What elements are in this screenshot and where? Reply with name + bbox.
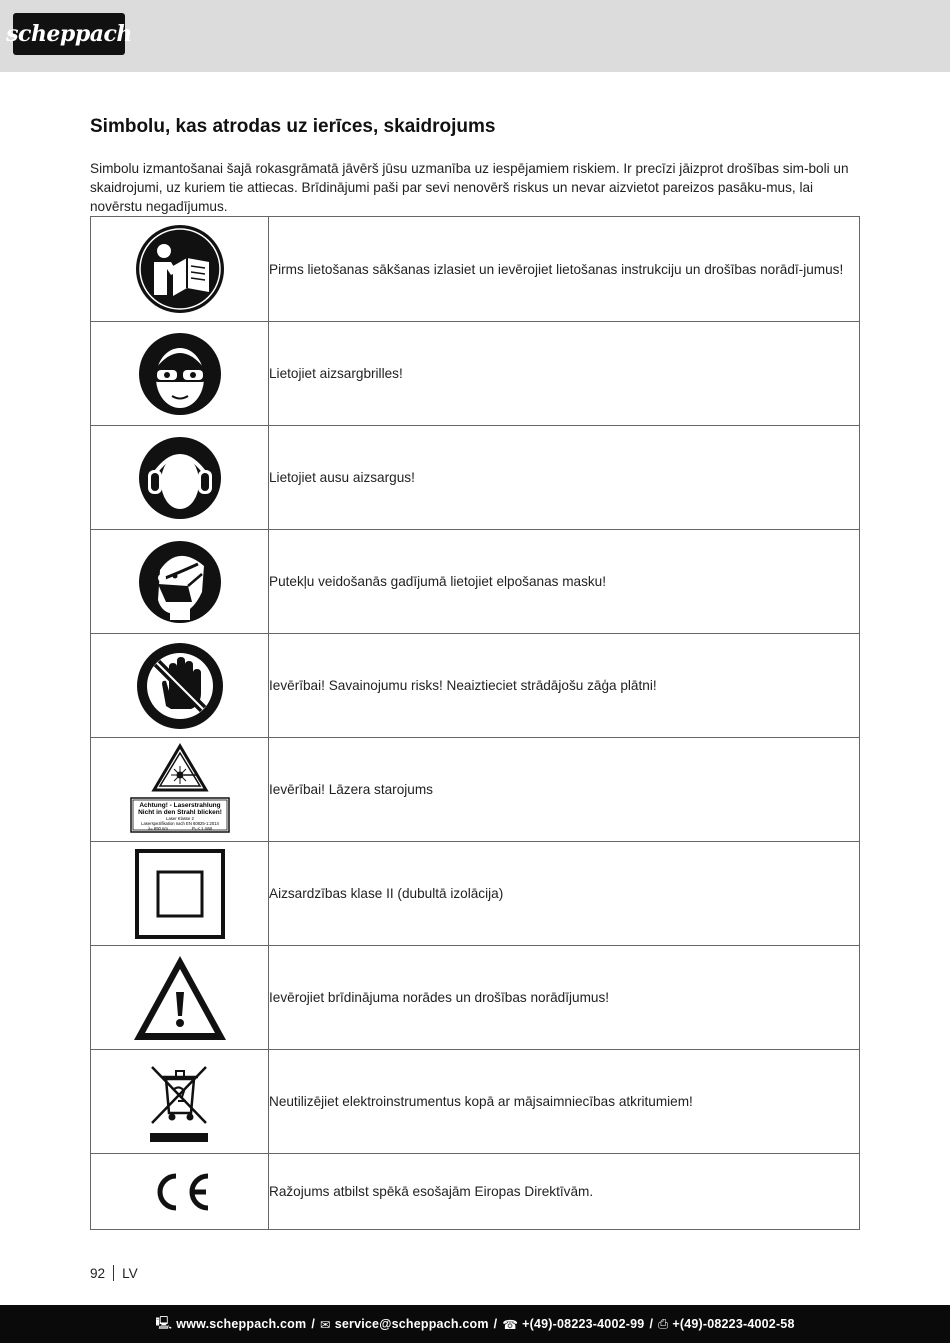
symbol-icon-cell — [91, 946, 269, 1050]
symbol-description: Putekļu veidošanās gadījumā lietojiet elpošanas masku! — [269, 530, 860, 634]
symbol-row — [91, 426, 860, 530]
symbol-description: Aizsardzības klase II (dubultā izolācija) — [269, 842, 860, 946]
symbol-description: Ražojums atbilst spēkā esošajām Eiropas Direktīvām. — [269, 1154, 860, 1230]
symbol-description: Pirms lietošanas sākšanas izlasiet un ievērojiet lietošanas instrukciju un drošības norādī-jumus! — [269, 217, 860, 322]
symbol-description: Ievērībai! Savainojumu risks! Neaiztieciet strādājošu zāģa plātni! — [269, 634, 860, 738]
laser-label-line2: Nicht in den Strahl blicken! — [137, 808, 222, 816]
symbol-icon-cell — [91, 842, 269, 946]
section-title: Simbolu, kas atrodas uz ierīces, skaidrojums — [90, 116, 496, 137]
laser-label-wavelength: λ= 650 nm — [147, 825, 168, 831]
footer-phone: +(49)-08223-4002-99 — [522, 1317, 645, 1331]
symbol-description: Ievērojiet brīdinājuma norādes un drošības norādījumus! — [269, 946, 860, 1050]
footer-email[interactable]: service@scheppach.com — [334, 1317, 489, 1331]
symbol-icon-cell — [91, 634, 269, 738]
symbol-row — [91, 1050, 860, 1154]
symbol-description: Lietojiet aizsargbrilles! — [269, 322, 860, 426]
symbol-row — [91, 1154, 860, 1230]
footer-website[interactable]: www.scheppach.com — [176, 1317, 307, 1331]
ear-protection-icon — [138, 436, 222, 520]
symbol-icon-cell — [91, 1050, 269, 1154]
fax-icon: ⎙ — [658, 1316, 669, 1331]
symbol-icon-cell — [91, 322, 269, 426]
footer-separator: / — [649, 1317, 654, 1331]
page-separator — [113, 1265, 114, 1281]
envelope-icon: ✉ — [320, 1317, 331, 1332]
page-language: LV — [122, 1266, 138, 1281]
symbol-row — [91, 530, 860, 634]
page-number — [90, 1265, 138, 1281]
symbol-icon-cell — [91, 217, 269, 322]
safety-goggles-icon — [138, 332, 222, 416]
laser-label-line1: Achtung! - Laserstrahlung — [138, 801, 221, 809]
symbol-row — [91, 946, 860, 1050]
symbol-description: Lietojiet ausu aizsargus! — [269, 426, 860, 530]
symbols-table — [90, 216, 860, 1230]
page-number-value: 92 — [90, 1266, 106, 1281]
symbol-icon-cell — [91, 426, 269, 530]
symbol-row — [91, 322, 860, 426]
ce-mark-icon — [148, 1171, 212, 1213]
header-bar — [0, 0, 950, 72]
laser-warning-icon — [128, 742, 232, 838]
laser-label-line3: Laser Klasse 2 — [165, 815, 194, 821]
read-manual-icon — [135, 224, 225, 314]
phone-icon: ☎ — [502, 1317, 519, 1332]
laser-label-power: Pₒ < 1 mW — [191, 825, 212, 831]
brand-logo: scheppach — [13, 13, 125, 55]
symbol-icon-cell — [91, 738, 269, 842]
do-not-touch-icon — [136, 642, 224, 730]
dust-mask-icon — [138, 540, 222, 624]
symbol-row — [91, 842, 860, 946]
footer-bar — [0, 1305, 950, 1343]
computer-icon: 🖳 — [155, 1315, 173, 1330]
weee-bin-icon — [148, 1059, 212, 1145]
symbol-row — [91, 738, 860, 842]
symbol-description: Ievērībai! Lāzera starojums — [269, 738, 860, 842]
symbol-row — [91, 634, 860, 738]
footer-fax: +(49)-08223-4002-58 — [672, 1317, 795, 1331]
footer-separator: / — [311, 1317, 316, 1331]
footer-separator: / — [493, 1317, 498, 1331]
intro-paragraph: Simbolu izmantošanai šajā rokasgrāmatā jāvērš jūsu uzmanība uz iespējamiem riskiem. Ir precīzi jāizprot drošības sim-boli un skaidrojumi, uz kuriem tie attiecas. Brīdinājumi paši par sevi nenovērš riskus un nevar aizvietot pareizos pasāku-mus, lai novērstu negadījumus. — [90, 161, 849, 214]
warning-triangle-icon — [130, 952, 230, 1044]
symbol-icon-cell — [91, 530, 269, 634]
symbol-description: Neutilizējiet elektroinstrumentus kopā ar mājsaimniecības atkritumiem! — [269, 1050, 860, 1154]
laser-label-line4: Laserspezifikation nach EN 60825-1:2014 — [140, 820, 219, 826]
symbol-icon-cell — [91, 1154, 269, 1230]
symbol-row — [91, 217, 860, 322]
protection-class-ii-icon — [134, 848, 226, 940]
